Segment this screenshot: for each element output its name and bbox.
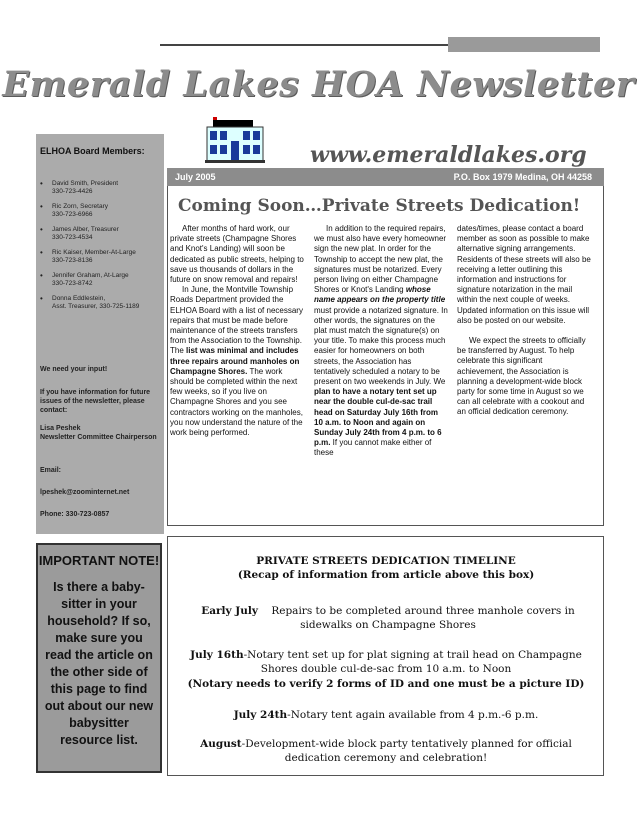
list-item: • James Alber, Treasurer 330-723-4534 <box>40 226 162 242</box>
email-label: Email: <box>40 467 62 474</box>
house-icon <box>205 117 265 163</box>
paragraph: In addition to the required repairs, we must also have every homeowner sign the new plat. In order for the Township to accept the new plat, the signatures must be notarized. Every person living on either Champagne Shores or Knot's Landing whose name appears on the property title must provide a notarized signature. In other words, the signatures on the plat must match the signature(s) on your title. To make this process much easier for homeowners on both streets, the Association has tentatively scheduled a notary to be present on two weekends in July. We plan to have a notary tent set up near the double cul-de-sac trail head on Saturday July 16th from 10 a.m. to Noon and again on Sunday July 24th from 4 p.m. to 6 p.m. If you cannot make either of these <box>314 224 448 458</box>
timeline-event-july-16: July 16th-Notary tent set up for plat signing at trail head on Champagne Shores double cul-de-sac from 10 a.m. to Noon <box>190 649 582 675</box>
issue-date: July 2005 <box>175 172 216 182</box>
article-column-1 <box>170 224 305 438</box>
paragraph: dates/times, please contact a board member as soon as possible to make alternative signing arrangements. Residents of these streets will also be receiving a letter outlining this information and instructions for signature notarization in the mail within the next couple of weeks. Updated information on this issue will also be posted on our website. <box>457 224 591 325</box>
issue-info-bar <box>167 168 604 186</box>
paragraph: In June, the Montville Township Roads Department provided the ELHOA Board with a list of necessary repairs that must be made before maintenance of the streets transfers from the Association to the Township. The list was minimal and includes three repairs around manholes on Champagne Shores. The work should be completed within the next few weeks, so if you live on Champagne Shores and you see contractors working on the manholes, you now understand the nature of the work being performed. <box>170 285 303 438</box>
website-url[interactable]: www.emeraldlakes.org <box>310 142 587 168</box>
article-column-2 <box>314 224 449 459</box>
paragraph: After months of hard work, our private streets (Champagne Shores and Knot's Landing) will soon be dedicated as public streets, helping to save us thousands of dollars in the future on snow removal and repairs! <box>170 224 304 285</box>
info-note: If you have information for future issues of the newsletter, please contact: <box>40 389 151 414</box>
article-column-3 <box>457 224 592 418</box>
list-item: • Ric Kaiser, Member-At-Large 330-723-8136 <box>40 249 162 265</box>
important-note-box <box>36 543 162 773</box>
email-link[interactable]: lpeshek@zoominternet.net <box>40 489 130 496</box>
phone-info: Phone: 330-723-0857 <box>40 511 110 518</box>
article-headline: Coming Soon…Private Streets Dedication! <box>178 196 581 216</box>
list-item: • Ric Zorn, Secretary 330-723-6966 <box>40 203 162 219</box>
paragraph: We expect the streets to officially be transferred by August. To help celebrate this significant achievement, the Association is planning a development-wide block party for some time in August so we can all celebrate with a cookout and an official dedication ceremony. <box>457 336 586 417</box>
timeline-event-early-july: Early July Repairs to be completed around three manhole covers in sidewalks on Champagne Shores <box>201 605 575 631</box>
list-item: • David Smith, President 330-723-4426 <box>40 180 162 196</box>
need-input-note: We need your input! <box>40 366 108 373</box>
list-item: • Donna Eddlestein, Asst. Treasurer, 330-725-1189 <box>40 295 162 311</box>
contact-name: Lisa Peshek <box>40 425 81 432</box>
timeline-note-id: (Notary needs to verify 2 forms of ID and one must be a picture ID) <box>187 678 585 690</box>
top-gray-bar <box>448 37 600 52</box>
timeline-event-august: August-Development-wide block party tentatively planned for official dedication ceremony and celebration! <box>200 738 572 764</box>
important-body: Is there a baby-sitter in your household? If so, make sure you read the article on the other side of this page to find out about our new babysitter resource list. <box>44 580 154 747</box>
mailing-address: P.O. Box 1979 Medina, OH 44258 <box>453 172 592 182</box>
timeline-event-july-24: July 24th-Notary tent again available from 4 p.m.-6 p.m. <box>233 709 539 721</box>
list-item: • Jennifer Graham, At-Large 330-723-8742 <box>40 272 162 288</box>
masthead-title: Emerald Lakes HOA Newsletter <box>2 64 635 105</box>
contact-role: Newsletter Committee Chairperson <box>40 434 157 441</box>
board-members-list <box>40 180 162 318</box>
timeline-subtitle: (Recap of information from article above this box) <box>237 569 535 581</box>
important-title: IMPORTANT NOTE! <box>38 553 160 568</box>
board-title: ELHOA Board Members: <box>40 146 145 156</box>
timeline-title: PRIVATE STREETS DEDICATION TIMELINE <box>256 555 516 567</box>
